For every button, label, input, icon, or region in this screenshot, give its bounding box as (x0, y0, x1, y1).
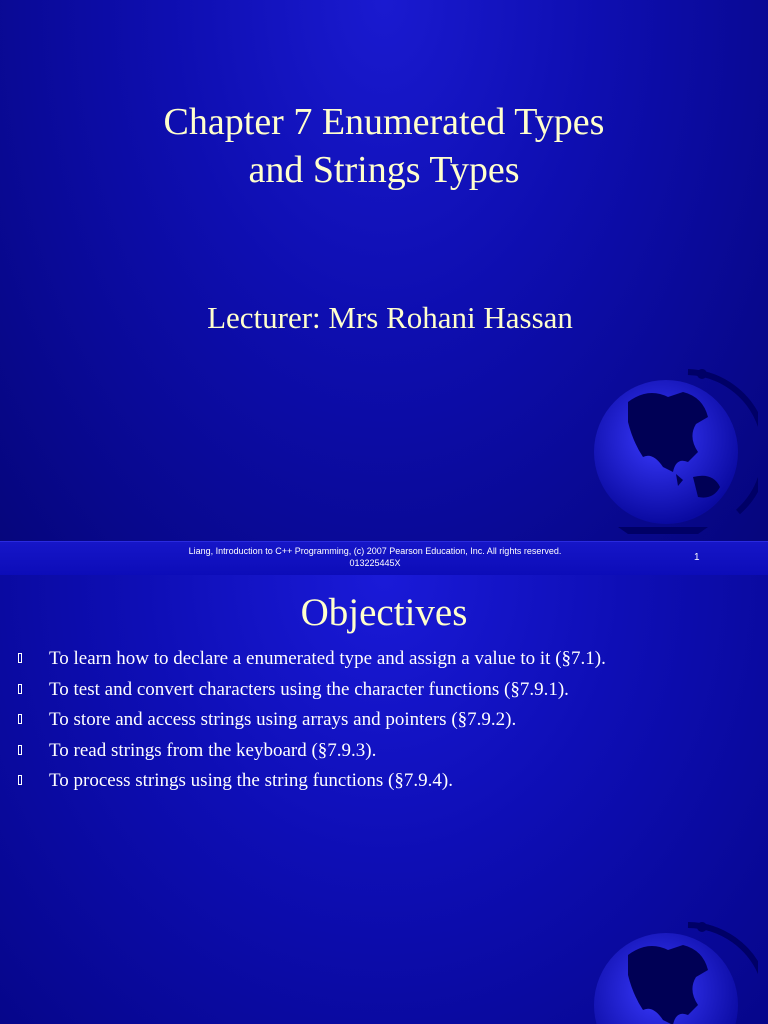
bullet-text: To test and convert characters using the character functions (§7.9.1). (49, 678, 569, 700)
bullet-text: To store and access strings using arrays and pointers (§7.9.2). (49, 709, 517, 730)
bullet-icon (18, 684, 22, 694)
page-number: 1 (694, 552, 700, 563)
bullet-icon (18, 745, 22, 755)
copyright-footer (115, 545, 635, 569)
list-item (18, 766, 606, 797)
bullet-text: To read strings from the keyboard (§7.9.3). (49, 739, 377, 761)
list-item (18, 705, 606, 736)
bullet-icon (18, 775, 22, 785)
objectives-title: Objectives (300, 591, 468, 634)
bullet-icon (18, 714, 22, 724)
bullet-text: To process strings using the string functions (§7.9.4). (49, 770, 453, 791)
slide-2 (0, 575, 768, 1024)
title-line-1: Chapter 7 Enumerated Types (163, 101, 605, 143)
globe-icon (588, 917, 758, 1024)
slide-title (0, 98, 768, 194)
list-item (18, 644, 606, 675)
bullet-icon (18, 653, 22, 663)
footer-line-2: 013225445X (349, 558, 401, 568)
lecturer-name: Lecturer: Mrs Rohani Hassan (207, 300, 573, 335)
title-line-2: and Strings Types (248, 149, 520, 191)
bullet-text: To learn how to declare a enumerated type and assign a value to it (§7.1). (49, 648, 606, 669)
footer-line-1: Liang, Introduction to C++ Programming, (c) 2007 Pearson Education, Inc. All rights reserved. (188, 546, 562, 556)
list-item (18, 675, 606, 706)
globe-icon (588, 362, 758, 547)
list-item (18, 736, 606, 767)
objectives-list (18, 644, 606, 797)
